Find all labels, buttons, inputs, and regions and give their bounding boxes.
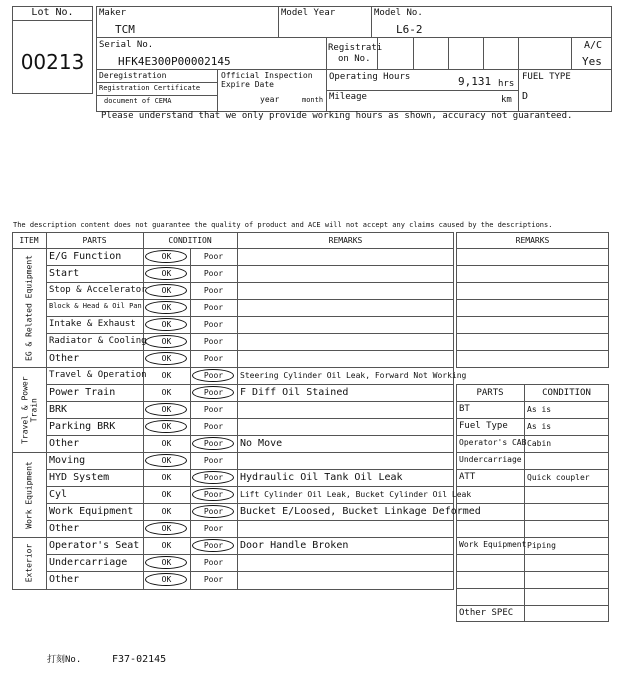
model-no-label: Model No. [374,8,423,18]
stamp-value: F37-02145 [112,654,167,665]
part-label: HYD System [49,472,110,483]
remark-text: F Diff Oil Stained [240,387,349,398]
parts-row-label: Operator's CAB [459,438,527,447]
poor-option: Poor [203,507,224,516]
ok-option: OK [161,405,172,414]
inspection-label-2: Expire Date [221,80,274,89]
poor-option: Poor [203,524,224,533]
ac-label: A/C [584,40,603,51]
disclaimer: The description content does not guarantee the quality of product and ACE will not accept any claims caused by the descriptions. [13,221,553,229]
maker-value: TCM [115,23,135,36]
ok-option: OK [161,371,172,380]
ok-selected-circle [145,335,187,348]
ok-option: OK [161,286,172,295]
remark-text: Hydraulic Oil Tank Oil Leak [240,472,403,483]
part-label: Radiator & Cooling [49,336,147,346]
poor-selected-circle [192,386,234,399]
parts-row-condition: Quick coupler [527,473,590,482]
inspection-label-1: Official Inspection [221,71,313,80]
ok-selected-circle [145,522,187,535]
parts-row-label: BT [459,404,470,414]
poor-option: Poor [203,320,224,329]
lot-no-value: 00213 [20,50,85,74]
part-label: Undercarriage [49,557,128,568]
ok-selected-circle [145,454,187,467]
col-remarks-header: REMARKS [328,236,363,245]
poor-option: Poor [203,422,224,431]
maker-label: Maker [99,8,127,18]
poor-option: Poor [203,371,224,380]
parts-row-label: Work Equipment [459,540,527,549]
group-label-eg-related-equipment: EG & Related Equipment [24,254,33,361]
part-label: Other [49,523,80,534]
parts-header: PARTS [476,388,504,398]
poor-option: Poor [203,456,224,465]
operating-hours-value: 9,131 [458,75,492,88]
hours-note: Please understand that we only provide working hours as shown, accuracy not guaranteed. [101,111,573,121]
poor-selected-circle [192,471,234,484]
km-label: km [501,95,512,105]
part-label: Other [49,438,80,449]
poor-option: Poor [203,541,224,550]
ok-selected-circle [145,352,187,365]
parts-row-condition: As is [527,422,552,431]
ok-selected-circle [145,573,187,586]
part-label: Other [49,574,80,585]
poor-option: Poor [203,490,224,499]
registration-certificate-label: Registration Certificate [99,84,201,92]
part-label: E/G Function [49,251,122,262]
right-remarks-header: REMARKS [515,236,550,245]
part-label: Intake & Exhaust [49,319,136,329]
remark-text: Bucket E/Loosed, Bucket Linkage Deformed [240,506,481,517]
ok-selected-circle [145,301,187,314]
remark-text: Lift Cylinder Oil Leak, Bucket Cylinder Oil Leak [240,490,472,499]
poor-option: Poor [203,354,224,363]
ok-option: OK [161,558,172,567]
poor-option: Poor [203,269,224,278]
operating-hours-label: Operating Hours [329,72,411,82]
part-label: Cyl [49,489,68,500]
part-label: Travel & Operation [49,370,147,380]
poor-option: Poor [203,575,224,584]
poor-option: Poor [203,252,224,261]
fuel-type-label: FUEL TYPE [522,72,571,82]
part-label: Block & Head & Oil Pan [49,302,142,310]
right-remarks-table [456,232,609,368]
stamp-label: 打刻No. [47,655,82,665]
serial-no-value: HFK4E300P00002145 [118,55,231,68]
col-parts-header: PARTS [82,236,107,245]
fuel-type-value: D [522,91,529,102]
poor-option: Poor [203,473,224,482]
ok-selected-circle [145,250,187,263]
condition-header: CONDITION [542,388,591,398]
lot-no-label: Lot No. [31,7,74,18]
month-label: month [302,96,324,104]
parts-row-condition: Piping [527,541,556,550]
poor-selected-circle [192,488,234,501]
remark-text: Steering Cylinder Oil Leak, Forward Not Working [240,371,467,380]
serial-no-label: Serial No. [99,40,154,50]
group-label-travel-power-train: Travel & Power Train [19,375,38,444]
col-item-header: ITEM [19,236,39,245]
group-label-exterior: Exterior [24,543,33,582]
parts-row-label: Undercarriage [459,455,522,464]
ok-option: OK [161,439,172,448]
poor-option: Poor [203,303,224,312]
col-condition-header: CONDITION [168,236,212,245]
poor-option: Poor [203,405,224,414]
model-year-label: Model Year [281,8,336,18]
ok-option: OK [161,473,172,482]
poor-selected-circle [192,369,234,382]
ok-option: OK [161,269,172,278]
ok-option: OK [161,337,172,346]
ok-selected-circle [145,267,187,280]
registration-label-1: Registrati [328,43,383,53]
ok-option: OK [161,252,172,261]
ok-selected-circle [145,403,187,416]
parts-row-condition: As is [527,405,552,414]
poor-option: Poor [203,337,224,346]
parts-row-label: Fuel Type [459,421,508,431]
ok-option: OK [161,320,172,329]
group-label-work-equipment: Work Equipment [24,460,33,529]
part-label: Work Equipment [49,506,134,517]
part-label: Operator's Seat [49,540,140,551]
remark-text: No Move [240,438,283,449]
ok-option: OK [161,541,172,550]
part-label: Other [49,353,80,364]
mileage-label: Mileage [329,92,367,102]
parts-row-label: Other SPEC [459,608,514,618]
ok-option: OK [161,524,172,533]
parts-row-label: ATT [459,472,476,482]
part-label: Power Train [49,387,116,398]
registration-label-2: on No. [338,54,371,64]
cema-label: document of CEMA [104,97,172,105]
poor-option: Poor [203,439,224,448]
poor-selected-circle [192,505,234,518]
part-label: Stop & Accelerator [49,285,147,295]
poor-option: Poor [203,388,224,397]
parts-row-condition: Cabin [527,439,552,448]
ok-option: OK [161,388,172,397]
ok-option: OK [161,303,172,312]
ok-option: OK [161,575,172,584]
ac-value: Yes [582,55,602,68]
part-label: Start [49,268,80,279]
ok-option: OK [161,422,172,431]
ok-selected-circle [145,318,187,331]
model-no-value: L6-2 [396,23,423,36]
ok-option: OK [161,490,172,499]
ok-option: OK [161,354,172,363]
poor-option: Poor [203,286,224,295]
deregistration-label: Deregistration [99,71,167,80]
poor-selected-circle [192,437,234,450]
ok-selected-circle [145,556,187,569]
poor-selected-circle [192,539,234,552]
ok-option: OK [161,507,172,516]
ok-selected-circle [145,420,187,433]
remark-text: Door Handle Broken [240,540,349,551]
ok-option: OK [161,456,172,465]
part-label: BRK [49,404,68,415]
ok-selected-circle [145,284,187,297]
part-label: Moving [49,455,86,466]
poor-option: Poor [203,558,224,567]
year-label: year [260,95,280,104]
hrs-label: hrs [498,79,515,89]
part-label: Parking BRK [49,421,116,432]
